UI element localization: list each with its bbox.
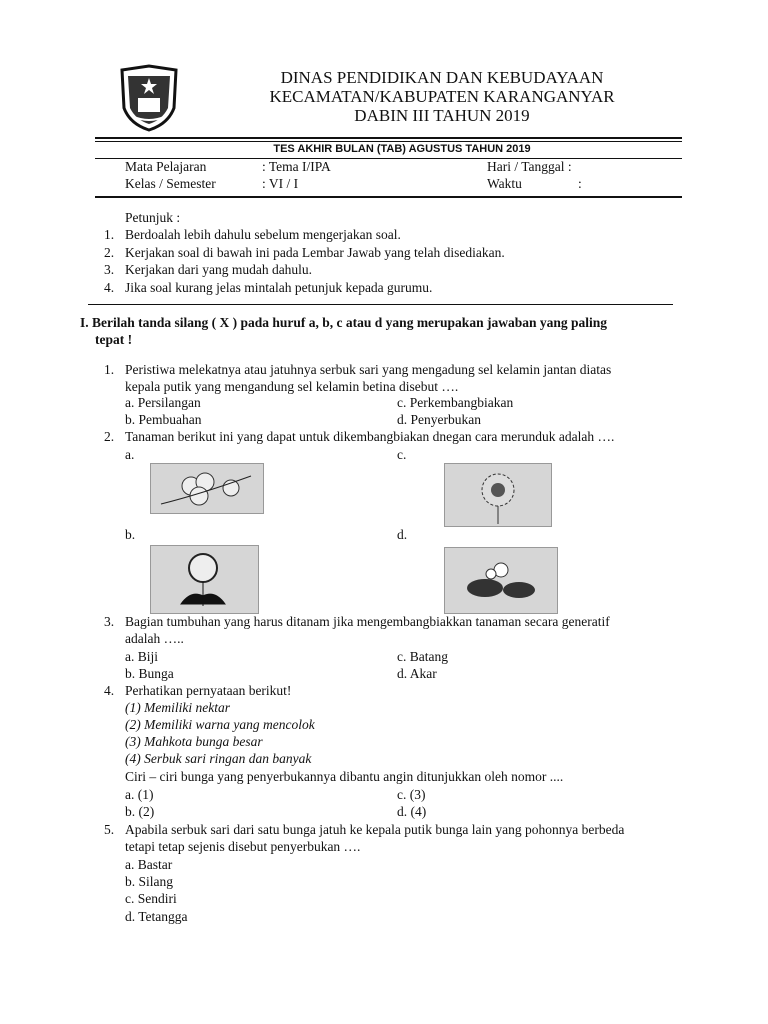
option-c: c. Batang (397, 649, 448, 664)
flower-image-a (150, 463, 264, 514)
option-b: b. (125, 527, 136, 542)
divider (95, 137, 682, 139)
option-d: d. (397, 527, 408, 542)
option-d: d. Akar (397, 666, 437, 681)
subject-label: Mata Pelajaran (125, 159, 207, 174)
instruction-item: Jika soal kurang jelas mintalah petunjuk kepada gurumu. (125, 280, 433, 295)
option-a: a. (1) (125, 787, 154, 802)
subject-value: : Tema I/IPA (262, 159, 331, 174)
divider (95, 196, 682, 198)
header-line-2: KECAMATAN/KABUPATEN KARANGANYAR (269, 87, 615, 106)
question-number: 3. (104, 614, 115, 629)
option-a: a. Persilangan (125, 395, 201, 410)
question-text: tetapi tetap sejenis disebut penyerbukan …. (125, 839, 361, 854)
statement: (4) Serbuk sari ringan dan banyak (125, 751, 312, 766)
question-number: 4. (104, 683, 115, 698)
section-heading-cont: tepat ! (95, 332, 133, 347)
question-text: kepala putik yang mengandung sel kelamin betina disebut …. (125, 379, 459, 394)
instruction-item: Kerjakan dari yang mudah dahulu. (125, 262, 313, 277)
time-label: Waktu (487, 176, 522, 191)
class-value: : VI / I (262, 176, 299, 191)
option-a: a. Biji (125, 649, 158, 664)
option-b: b. Silang (125, 874, 174, 889)
question-text: Apabila serbuk sari dari satu bunga jatuh ke kepala putik bunga lain yang pohonnya berbeda (125, 822, 625, 837)
option-d: d. Penyerbukan (397, 412, 481, 427)
option-c: c. (397, 447, 407, 462)
option-c: c. (3) (397, 787, 426, 802)
header-line-1: DINAS PENDIDIKAN DAN KEBUDAYAAN (280, 68, 604, 87)
date-label: Hari / Tanggal : (487, 159, 572, 174)
instruction-number: 1. (104, 227, 115, 242)
statement: (1) Memiliki nektar (125, 700, 230, 715)
question-text: Ciri – ciri bunga yang penyerbukannya dibantu angin ditunjukkan oleh nomor .... (125, 769, 564, 784)
instruction-number: 3. (104, 262, 115, 277)
option-b: b. Pembuahan (125, 412, 202, 427)
instruction-number: 2. (104, 245, 115, 260)
question-text: Bagian tumbuhan yang harus ditanam jika mengembangbiakkan tanaman secara generatif (125, 614, 610, 629)
option-b: b. (2) (125, 804, 155, 819)
flower-image-d (444, 547, 558, 614)
instruction-item: Kerjakan soal di bawah ini pada Lembar Jawab yang telah disediakan. (125, 245, 505, 260)
header-line-3: DABIN III TAHUN 2019 (354, 106, 530, 125)
flower-image-b (150, 545, 259, 614)
question-number: 1. (104, 362, 115, 377)
exam-title: TES AKHIR BULAN (TAB) AGUSTUS TAHUN 2019 (273, 143, 531, 155)
statement: (2) Memiliki warna yang mencolok (125, 717, 315, 732)
option-d: d. (4) (397, 804, 427, 819)
question-text: Peristiwa melekatnya atau jatuhnya serbuk sari yang mengadung sel kelamin jantan diatas (125, 362, 612, 377)
option-a: a. Bastar (125, 857, 173, 872)
option-c: c. Perkembangbiakan (397, 395, 514, 410)
statement: (3) Mahkota bunga besar (125, 734, 263, 749)
question-number: 2. (104, 429, 115, 444)
section-heading: I. Berilah tanda silang ( X ) pada huruf a, b, c atau d yang merupakan jawaban yang paling (80, 315, 607, 330)
question-text: adalah ….. (125, 631, 184, 646)
class-label: Kelas / Semester (125, 176, 216, 191)
instructions-title: Petunjuk : (125, 210, 181, 225)
option-a: a. (125, 447, 135, 462)
option-d: d. Tetangga (125, 909, 188, 924)
question-text: Perhatikan pernyataan berikut! (125, 683, 292, 698)
question-number: 5. (104, 822, 115, 837)
option-c: c. Sendiri (125, 891, 177, 906)
instruction-item: Berdoalah lebih dahulu sebelum mengerjakan soal. (125, 227, 401, 242)
question-text: Tanaman berikut ini yang dapat untuk dikembangbiakan dnegan cara merunduk adalah …. (125, 429, 615, 444)
time-colon: : (578, 176, 582, 191)
flower-image-c (444, 463, 552, 527)
instruction-number: 4. (104, 280, 115, 295)
divider (88, 304, 673, 305)
option-b: b. Bunga (125, 666, 174, 681)
